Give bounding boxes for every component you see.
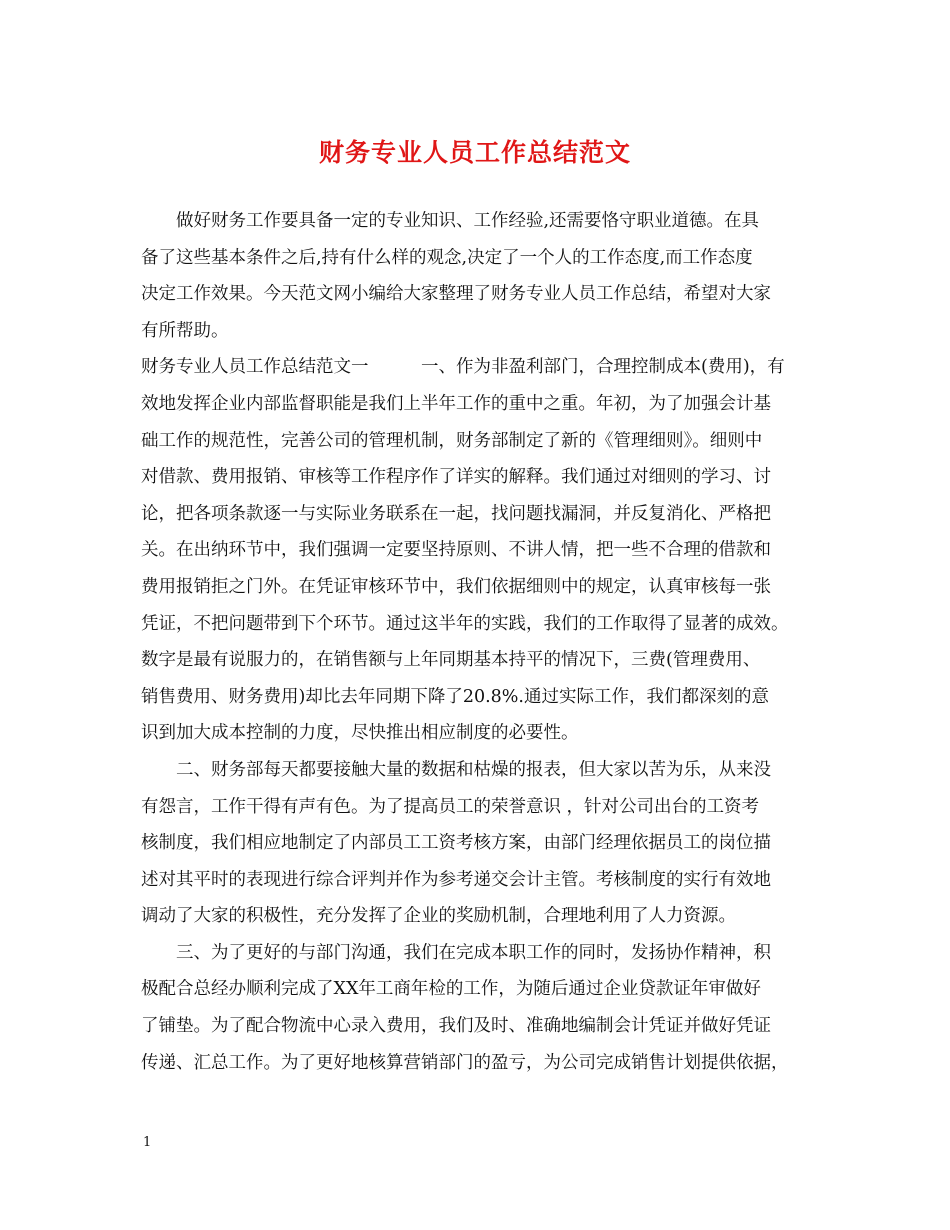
text-line: 备了这些基本条件之后,持有什么样的观念,决定了一个人的工作态度,而工作态度	[141, 247, 753, 268]
text-line: 极配合总经办顺利完成了XX年工商年检的工作，为随后通过企业贷款证年审做好	[141, 979, 761, 1000]
text-line: 了铺垫。为了配合物流中心录入费用，我们及时、准确地编制会计凭证并做好凭证	[141, 1016, 771, 1037]
text-line: 论，把各项条款逐一与实际业务联系在一起，找问题找漏洞，并反复消化、严格把	[141, 503, 771, 524]
text-line: 有所帮助。	[141, 320, 229, 341]
text-line: 述对其平时的表现进行综合评判并作为参考递交会计主管。考核制度的实行有效地	[141, 869, 771, 890]
text-line: 费用报销拒之门外。在凭证审核环节中，我们依据细则中的规定，认真审核每一张	[141, 576, 771, 597]
text-line: 核制度，我们相应地制定了内部员工工资考核方案，由部门经理依据员工的岗位描	[141, 833, 771, 854]
text-line: 效地发挥企业内部监督职能是我们上半年工作的重中之重。年初，为了加强会计基	[141, 393, 771, 414]
text-line: 销售费用、财务费用)却比去年同期下降了20.8%.通过实际工作，我们都深刻的意	[141, 686, 769, 707]
document-title: 财务专业人员工作总结范文	[318, 138, 631, 167]
text-line: 做好财务工作要具备一定的专业知识、工作经验,还需要恪守职业道德。在具	[141, 211, 760, 231]
page-number: 1	[143, 1135, 152, 1150]
text-line: 传递、汇总工作。为了更好地核算营销部门的盈亏，为公司完成销售计划提供依据，	[141, 1052, 789, 1073]
text-line: 三、为了更好的与部门沟通，我们在完成本职工作的同时，发扬协作精神，积	[141, 942, 771, 963]
text-line: 财务专业人员工作总结范文一 一、作为非盈利部门，合理控制成本(费用)，有	[141, 357, 785, 378]
text-line: 调动了大家的积极性，充分发挥了企业的奖励机制，合理地利用了人力资源。	[141, 906, 736, 927]
text-line: 凭证，不把问题带到下个环节。通过这半年的实践，我们的工作取得了显著的成效。	[141, 613, 789, 634]
text-line: 二、财务部每天都要接触大量的数据和枯燥的报表，但大家以苦为乐，从来没	[141, 759, 771, 780]
text-line: 数字是最有说服力的，在销售额与上年同期基本持平的情况下，三费(管理费用、	[141, 650, 761, 671]
text-line: 对借款、费用报销、审核等工作程序作了详实的解释。我们通过对细则的学习、讨	[141, 467, 771, 488]
document-body	[141, 203, 821, 1081]
text-line: 决定工作效果。今天范文网小编给大家整理了财务专业人员工作总结，希望对大家	[141, 284, 771, 305]
text-line: 础工作的规范性，完善公司的管理机制，财务部制定了新的《管理细则》。细则中	[141, 430, 763, 451]
text-line: 识到加大成本控制的力度，尽快推出相应制度的必要性。	[141, 723, 579, 744]
text-line: 关。在出纳环节中，我们强调一定要坚持原则、不讲人情，把一些不合理的借款和	[141, 540, 771, 561]
text-line: 有怨言，工作干得有声有色。为了提高员工的荣誉意识 ，针对公司出台的工资考	[141, 796, 760, 817]
